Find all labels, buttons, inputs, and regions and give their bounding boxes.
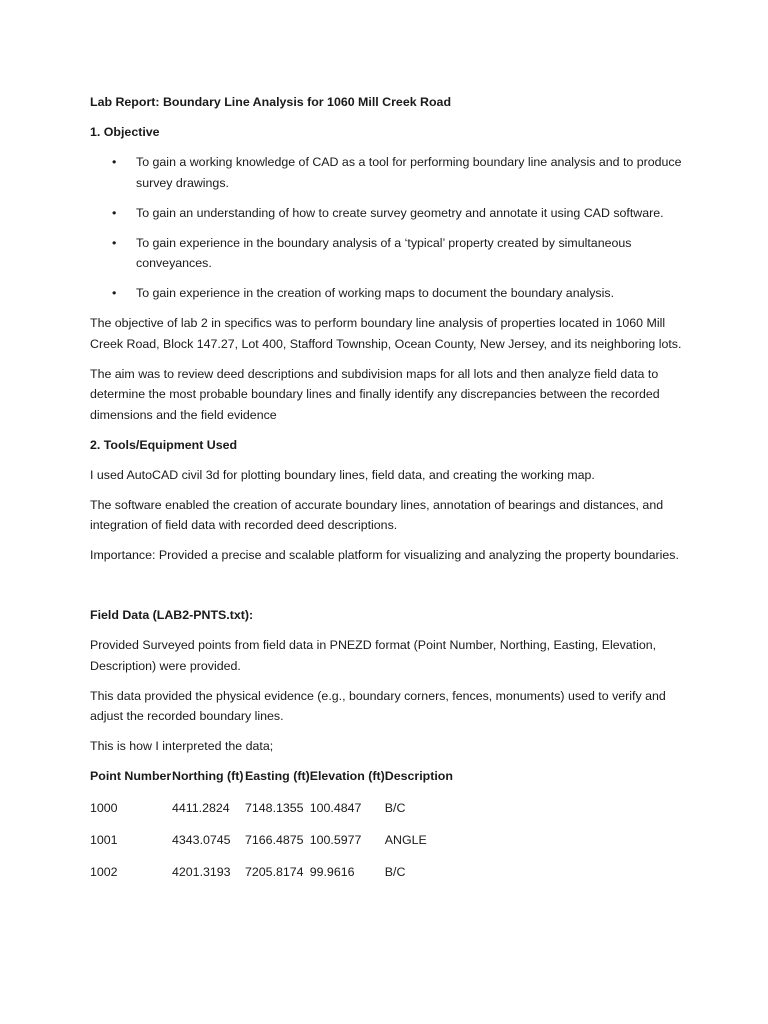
- report-title: Lab Report: Boundary Line Analysis for 1060 Mill Creek Road: [90, 95, 452, 109]
- aim-paragraph: The aim was to review deed descriptions and subdivision maps for all lots and then analyze field data to determine the most probable boundary lines and finally identify any discrepancies between the recorded dimensions and the field evidence: [90, 366, 660, 422]
- blank-line: [90, 575, 690, 605]
- objective-list: [90, 152, 690, 304]
- table-row: [90, 830, 465, 862]
- table-cell: 7166.4875: [245, 833, 304, 847]
- list-item-text: To gain experience in the boundary analysis of a ‘typical’ property created by simultaneous conveyances.: [136, 235, 632, 270]
- table-cell: 4201.3193: [172, 865, 231, 879]
- table-cell: 7205.8174: [245, 865, 304, 879]
- list-item-text: To gain a working knowledge of CAD as a tool for performing boundary line analysis and to produce survey drawings.: [136, 155, 682, 190]
- field-data-paragraph: Provided Surveyed points from field data in PNEZD format (Point Number, Northing, Easting, Elevation, Description) were provided.: [90, 638, 657, 673]
- bullet-icon: •: [112, 235, 117, 250]
- table-cell: 100.5977: [309, 833, 362, 847]
- table-cell: B/C: [384, 865, 406, 879]
- table-cell: 1001: [90, 833, 118, 847]
- table-header-row: [90, 766, 465, 798]
- objective-paragraph: The objective of lab 2 in specifics was to perform boundary line analysis of properties located in 1060 Mill Creek Road, Block 147.27, Lot 400, Stafford Township, Ocean County, New Jersey, and its neighboring lots.: [90, 316, 682, 351]
- table-row: [90, 862, 465, 894]
- list-item: [90, 203, 690, 224]
- bullet-icon: •: [112, 286, 117, 300]
- column-header: Northing (ft): [172, 769, 244, 783]
- table-cell: 4343.0745: [172, 833, 231, 847]
- table-cell: 100.4847: [309, 801, 362, 815]
- list-item: [90, 233, 690, 274]
- section-heading-objective: 1. Objective: [90, 125, 160, 139]
- list-item: [90, 283, 690, 304]
- interpretation-paragraph: This is how I interpreted the data;: [90, 739, 274, 753]
- evidence-paragraph: This data provided the physical evidence (e.g., boundary corners, fences, monuments) used to verify and adjust the recorded boundary lines.: [90, 688, 666, 723]
- bullet-icon: •: [112, 205, 117, 220]
- points-table: [90, 766, 465, 894]
- section-heading-field-data: Field Data (LAB2-PNTS.txt):: [90, 608, 254, 622]
- list-item: [90, 152, 690, 193]
- column-header: Description: [384, 769, 453, 783]
- column-header: Elevation (ft): [309, 769, 385, 783]
- bullet-icon: •: [112, 155, 117, 169]
- software-paragraph: The software enabled the creation of accurate boundary lines, annotation of bearings and distances, and integration of field data with recorded deed descriptions.: [90, 497, 664, 532]
- list-item-text: To gain experience in the creation of working maps to document the boundary analysis.: [136, 286, 615, 300]
- tools-paragraph: I used AutoCAD civil 3d for plotting boundary lines, field data, and creating the working map.: [90, 467, 595, 482]
- importance-paragraph: Importance: Provided a precise and scalable platform for visualizing and analyzing the property boundaries.: [90, 548, 679, 562]
- section-heading-tools: 2. Tools/Equipment Used: [90, 437, 238, 452]
- column-header: Easting (ft): [245, 769, 310, 783]
- table-cell: 1000: [90, 801, 118, 815]
- list-item-text: To gain an understanding of how to create survey geometry and annotate it using CAD software.: [136, 205, 664, 220]
- table-cell: 7148.1355: [245, 801, 304, 815]
- table-cell: 1002: [90, 865, 118, 879]
- document-page: [90, 92, 690, 894]
- table-cell: 99.9616: [309, 865, 355, 879]
- table-row: [90, 798, 465, 830]
- table-cell: B/C: [384, 801, 406, 815]
- column-header: Point Number: [90, 769, 172, 783]
- table-cell: 4411.2824: [172, 801, 230, 815]
- table-cell: ANGLE: [384, 833, 427, 847]
